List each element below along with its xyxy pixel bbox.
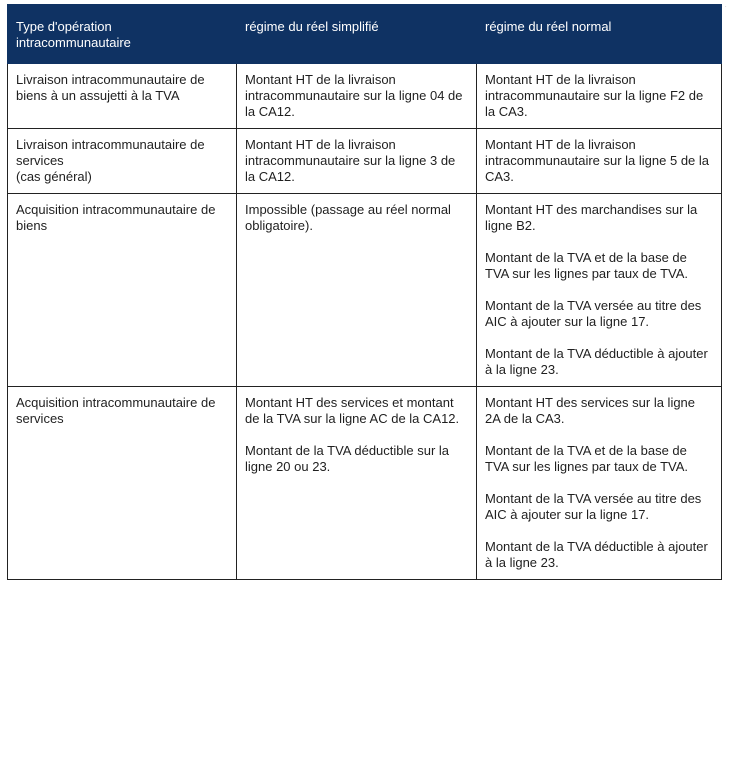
cell-paragraph: Montant de la TVA versée au titre des AIC à ajouter sur la ligne 17. <box>485 491 702 522</box>
vat-table <box>7 4 722 580</box>
regime-normal-cell <box>477 387 722 580</box>
operation-type-text: Livraison intracommunautaire de biens à un assujetti à la TVA <box>16 72 205 103</box>
regime-simplifie-cell <box>237 129 477 194</box>
operation-type-text: Acquisition intracommunautaire de biens <box>16 202 216 233</box>
cell-paragraph: Montant HT des services et montant de la TVA sur la ligne AC de la CA12. <box>245 395 460 426</box>
cell-paragraph: Montant de la TVA déductible à ajouter à la ligne 23. <box>485 346 708 377</box>
regime-simplifie-cell <box>237 387 477 580</box>
header-regime-normal: régime du réel normal <box>477 5 722 64</box>
header-operation-type: Type d'opération intracommunautaire <box>8 5 237 64</box>
header-regime-simplifie: régime du réel simplifié <box>237 5 477 64</box>
operation-type-cell <box>8 129 237 194</box>
vat-table-container <box>7 4 721 580</box>
cell-paragraph: Montant de la TVA et de la base de TVA sur les lignes par taux de TVA. <box>485 443 689 474</box>
table-header-row <box>8 5 722 64</box>
cell-paragraph: Montant HT de la livraison intracommunautaire sur la ligne 04 de la CA12. <box>245 72 463 119</box>
cell-paragraph: Montant de la TVA déductible à ajouter à la ligne 23. <box>485 539 708 570</box>
table-row <box>8 64 722 129</box>
cell-paragraph: Impossible (passage au réel normal obligatoire). <box>245 202 451 233</box>
corner-mark: · <box>724 2 727 11</box>
cell-paragraph: Montant de la TVA versée au titre des AIC à ajouter sur la ligne 17. <box>485 298 702 329</box>
cell-paragraph: Montant HT des marchandises sur la ligne B2. <box>485 202 698 233</box>
operation-type-cell <box>8 64 237 129</box>
table-row <box>8 194 722 387</box>
cell-paragraph: Montant HT de la livraison intracommunautaire sur la ligne F2 de la CA3. <box>485 72 704 119</box>
regime-simplifie-cell <box>237 194 477 387</box>
regime-normal-cell <box>477 129 722 194</box>
regime-normal-cell <box>477 64 722 129</box>
cell-paragraph: Montant de la TVA déductible sur la ligne 20 ou 23. <box>245 443 450 474</box>
cell-paragraph: Montant de la TVA et de la base de TVA sur les lignes par taux de TVA. <box>485 250 689 281</box>
operation-type-text: Acquisition intracommunautaire de services <box>16 395 216 426</box>
regime-simplifie-cell <box>237 64 477 129</box>
table-row <box>8 129 722 194</box>
operation-type-cell <box>8 387 237 580</box>
cell-paragraph: Montant HT de la livraison intracommunautaire sur la ligne 5 de la CA3. <box>485 137 710 184</box>
cell-paragraph: Montant HT de la livraison intracommunautaire sur la ligne 3 de la CA12. <box>245 137 456 184</box>
operation-type-cell <box>8 194 237 387</box>
cell-paragraph: Montant HT des services sur la ligne 2A de la CA3. <box>485 395 696 426</box>
regime-normal-cell <box>477 194 722 387</box>
table-row <box>8 387 722 580</box>
operation-type-text: Livraison intracommunautaire de services (cas général) <box>16 137 205 184</box>
